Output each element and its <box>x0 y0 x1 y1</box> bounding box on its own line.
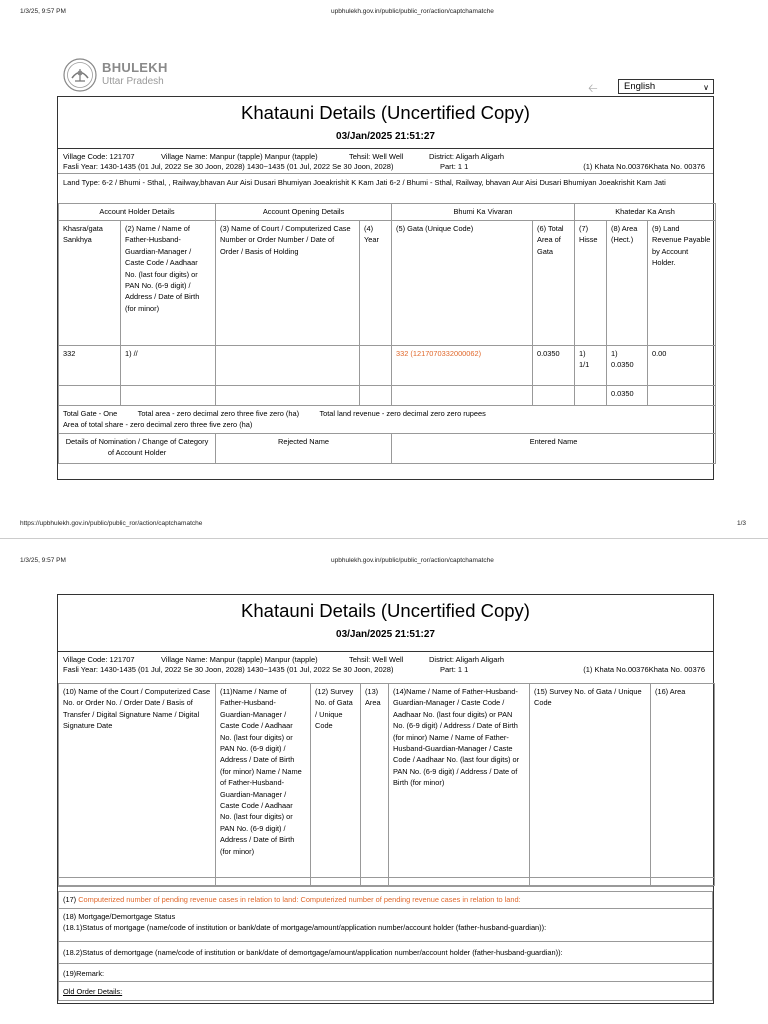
demortgage-status: (18.2)Status of demortgage (name/code of institution or bank/date of demortgage/amount/application number/account holder (father-husband-guardian)): <box>59 942 713 964</box>
group-account-holder: Account Holder Details <box>59 204 216 221</box>
cell-area <box>607 346 648 386</box>
tehsil: Tehsil: Well Well <box>349 152 404 161</box>
village-name-2: Village Name: Manpur (tapple) Manpur (tapple) <box>161 655 318 664</box>
mortgage-status <box>59 909 713 942</box>
arrow-left-icon[interactable]: 🡠 <box>588 81 598 95</box>
col-survey-12: (12) Survey No. of Gata / Unique Code <box>311 684 361 878</box>
group-khatedar-ansh: Khatedar Ka Ansh <box>575 204 716 221</box>
cell-year <box>360 346 392 386</box>
district-2: District: Aligarh Aligarh <box>429 655 505 664</box>
document-date: 03/Jan/2025 21:51:27 <box>336 131 435 142</box>
table-row <box>59 346 716 386</box>
pending-cases <box>59 892 713 909</box>
rejected-name-label: Rejected Name <box>216 434 392 464</box>
chevron-down-icon: ∨ <box>703 83 709 92</box>
part-number-2: Part: 1 1 <box>440 665 469 674</box>
transfer-table <box>58 683 715 886</box>
col-area-13: (13) Area <box>361 684 389 878</box>
remark: (19)Remark: <box>59 964 713 982</box>
print-datetime: 1/3/25, 9:57 PM <box>20 8 66 15</box>
col-total-area: (6) Total Area of Gata <box>533 221 575 346</box>
page-number: 1/3 <box>737 520 747 527</box>
col-area: (8) Area (Hect.) <box>607 221 648 346</box>
village-name: Village Name: Manpur (tapple) Manpur (tapple) <box>161 152 318 161</box>
hisse-index: 1) <box>579 349 586 358</box>
col-court-order: (10) Name of the Court / Computerized Case No. or Order No. / Order Date / Basis of Transfer / Digital Signature Name / Digital Signature Date <box>59 684 216 878</box>
totals-summary <box>59 406 716 434</box>
hisse-share: 1/1 <box>579 360 590 370</box>
totals-line-1: Total Gate - One Total area - zero decimal zero three five zero (ha) Total land revenue - zero decimal zero zero rupees <box>63 409 486 418</box>
brand-subtitle: Uttar Pradesh <box>102 76 164 87</box>
col-survey-15: (15) Survey No. of Gata / Unique Code <box>530 684 651 878</box>
col-revenue: (9) Land Revenue Payable by Account Holder. <box>648 221 716 346</box>
village-info <box>58 148 713 173</box>
nomination-row <box>59 434 716 464</box>
cell-total-area: 0.0350 <box>533 346 575 386</box>
language-select[interactable] <box>618 79 714 94</box>
col-hisse: (7) Hisse <box>575 221 607 346</box>
cell-revenue: 0.00 <box>648 346 716 386</box>
status-table <box>58 891 713 1001</box>
fasli-year: Fasli Year: 1430-1435 (01 Jul, 2022 Se 30 Joon, 2028) 1430~1435 (01 Jul, 2022 Se 30 Joon, 2028) <box>63 162 394 171</box>
gata-link[interactable]: 332 (1217070332000062) <box>392 346 533 386</box>
col-year: (4) Year <box>360 221 392 346</box>
fasli-year-2: Fasli Year: 1430-1435 (01 Jul, 2022 Se 30 Joon, 2028) 1430~1435 (01 Jul, 2022 Se 30 Joon, 2028) <box>63 665 394 674</box>
land-type: Land Type: 6-2 / Bhumi - Sthal, , Railway,bhavan Aur Aisi Dusari Bhumiyan Joeakrishit K Kam Jati 6-2 / Bhumi - Sthal, Railway, bhavan Aur Aisi Dusari Bhumiyan Joeakrishit Kam Jati <box>58 173 713 203</box>
print-url-2: upbhulekh.gov.in/public/public_ror/action/captchamatche <box>331 557 494 564</box>
cell-khasra: 332 <box>59 346 121 386</box>
holding-table <box>58 203 716 464</box>
village-code-2: Village Code: 121707 <box>63 655 135 664</box>
khatauni-panel-page2 <box>57 594 714 1004</box>
pending-cases-label: (17) <box>63 895 77 904</box>
area-index: 1) <box>611 349 618 358</box>
part-number: Part: 1 1 <box>440 162 469 171</box>
col-khasra: Khasra/gata Sankhya <box>59 221 121 346</box>
village-info-2 <box>58 651 713 683</box>
print-footer-url: https://upbhulekh.gov.in/public/public_ror/action/captchamatche <box>20 520 203 527</box>
mortgage-heading: (18) Mortgage/Demortgage Status <box>63 912 176 921</box>
old-order-details: Old Order Details: <box>59 982 713 1000</box>
khata-number-2: (1) Khata No.00376Khata No. 00376 <box>583 665 705 674</box>
page-title: Khatauni Details (Uncertified Copy) <box>241 102 530 123</box>
bhulekh-logo[interactable] <box>63 58 203 92</box>
khata-number: (1) Khata No.00376Khata No. 00376 <box>583 162 705 171</box>
col-area-16: (16) Area <box>651 684 715 878</box>
col-name: (2) Name / Name of Father-Husband-Guardian-Manager / Caste Code / Aadhaar No. (last four digits) or PAN No. (6-9 digit) / Address / Date of Birth (for minor) <box>121 221 216 346</box>
language-value: English <box>624 81 656 92</box>
entered-name-label: Entered Name <box>392 434 716 464</box>
brand-title: BHULEKH <box>102 60 168 75</box>
nomination-label: Details of Nomination / Change of Category of Account Holder <box>59 434 216 464</box>
col-gata: (5) Gata (Unique Code) <box>392 221 533 346</box>
print-datetime-2: 1/3/25, 9:57 PM <box>20 557 66 564</box>
cell-name: 1) // <box>121 346 216 386</box>
khatauni-panel-page1 <box>57 96 714 480</box>
print-url: upbhulekh.gov.in/public/public_ror/action/captchamatche <box>331 8 494 15</box>
page-break <box>0 538 768 539</box>
area-value: 0.0350 <box>611 360 634 370</box>
totals-line-2: Area of total share - zero decimal zero three five zero (ha) <box>63 420 253 430</box>
cell-area-total: 0.0350 <box>607 386 648 406</box>
up-emblem-icon <box>63 58 97 92</box>
document-date-2: 03/Jan/2025 21:51:27 <box>336 629 435 640</box>
group-bhumi: Bhumi Ka Vivaran <box>392 204 575 221</box>
group-account-opening: Account Opening Details <box>216 204 392 221</box>
tehsil-2: Tehsil: Well Well <box>349 655 404 664</box>
mortgage-status-text: (18.1)Status of mortgage (name/code of institution or bank/date of mortgage/amount/application number/account holder (father-husband-guardian)): <box>63 923 547 933</box>
table-row <box>59 386 716 406</box>
page-title-2: Khatauni Details (Uncertified Copy) <box>241 600 530 621</box>
cell-court <box>216 346 360 386</box>
pending-cases-text: Computerized number of pending revenue cases in relation to land: Computerized number of pending revenue cases in relation to land: <box>78 895 521 904</box>
col-name-11: (11)Name / Name of Father-Husband-Guardian-Manager / Caste Code / Aadhaar No. (last four digits) or PAN No. (6-9 digit) / Address / Date of Birth (for minor) Name / Name of Father-Husband-Guardian-Manager / Caste Code / Aadhaar No. (last four digits) or PAN No. (6-9 digit) / Address / Date of Birth (for minor) <box>216 684 311 878</box>
col-court: (3) Name of Court / Computerized Case Number or Order Number / Date of Order / Basis of Holding <box>216 221 360 346</box>
col-name-14: (14)Name / Name of Father-Husband-Guardian-Manager / Caste Code / Aadhaar No. (last four digits) or PAN No. (6-9 digit) / Address / Date of Birth (for minor) Name / Name of Father-Husband-Guardian-Manager / Caste Code / Aadhaar No. (last four digits) or PAN No. (6-9 digit) / Address / Date of Birth (for minor) <box>389 684 530 878</box>
district: District: Aligarh Aligarh <box>429 152 505 161</box>
cell-hisse <box>575 346 607 386</box>
village-code: Village Code: 121707 <box>63 152 135 161</box>
